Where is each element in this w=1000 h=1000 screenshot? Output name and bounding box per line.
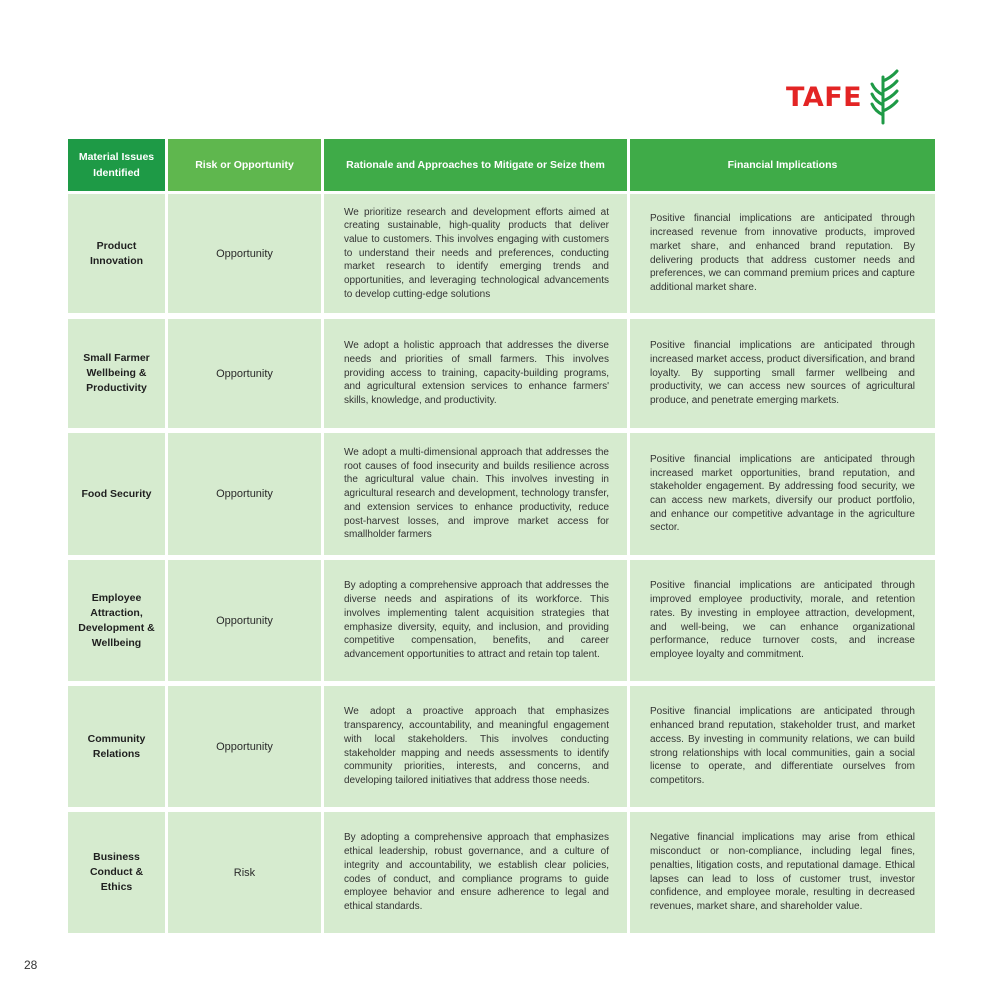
header-material-issues: Material Issues Identified <box>68 139 165 191</box>
row-rationale: By adopting a comprehensive approach that addresses the diverse needs and aspirations of its workforce. This involves implementing talent acquisition strategies that emphasize diversity, equity, and inclusion, and providing competitive compensation, benefits, and career advancement opportunities to attract and retain top talent. <box>324 560 627 681</box>
row-risk-or-opportunity: Opportunity <box>168 686 321 807</box>
wheat-leaf-icon <box>870 69 900 125</box>
row-risk-or-opportunity: Opportunity <box>168 319 321 428</box>
header-risk-opportunity: Risk or Opportunity <box>168 139 321 191</box>
row-rationale: By adopting a comprehensive approach that emphasizes ethical leadership, robust governance, and a culture of integrity and accountability, we establish clear policies, codes of conduct, and compliance programs to guide employee behavior and ensure adherence to legal and ethical standards. <box>324 812 627 933</box>
row-issue: Community Relations <box>68 686 165 807</box>
row-risk-or-opportunity: Opportunity <box>168 194 321 313</box>
page-number: 28 <box>24 958 38 972</box>
row-financial-implications: Positive financial implications are anticipated through increased market access, product diversification, and brand loyalty. By supporting small farmer wellbeing and productivity, we can access new sources of agricultural produce, and penetrate emerging markets. <box>630 319 935 428</box>
row-issue: Employee Attraction, Development & Wellbeing <box>68 560 165 681</box>
row-issue: Small Farmer Wellbeing & Productivity <box>68 319 165 428</box>
row-rationale: We adopt a holistic approach that addresses the diverse needs and priorities of small farmers. This involves providing access to training, capacity-building programs, and agricultural extension services to enhance farmers' skills, knowledge, and productivity. <box>324 319 627 428</box>
row-issue: Business Conduct & Ethics <box>68 812 165 933</box>
tafe-logo <box>786 68 936 126</box>
row-financial-implications: Negative financial implications may arise from ethical misconduct or non-compliance, including legal fines, penalties, litigation costs, and reputational damage. Ethical lapses can lead to loss of customer trust, investor confidence, and employee morale, resulting in decreased revenues, market share, and shareholder value. <box>630 812 935 933</box>
row-rationale: We prioritize research and development efforts aimed at creating sustainable, high-quality products that deliver value to customers. This involves engaging with customers to understand their needs and preferences, conducting market research to identify emerging trends and opportunities, and leveraging technological advancements to develop cutting-edge solutions <box>324 194 627 313</box>
row-risk-or-opportunity: Opportunity <box>168 560 321 681</box>
logo-text: TAFE <box>786 81 863 113</box>
header-financial-implications: Financial Implications <box>630 139 935 191</box>
row-financial-implications: Positive financial implications are anticipated through enhanced brand reputation, stakeholder trust, and market access. By investing in community relations, we can build strong relationships with local communities, gain a social license to operate, and differentiate ourselves from competitors. <box>630 686 935 807</box>
material-issues-table <box>68 139 934 933</box>
row-financial-implications: Positive financial implications are anticipated through increased market opportunities, brand reputation, and stakeholder engagement. By addressing food security, we can access new markets, diversify our product portfolio, and enhance our competitive advantage in the agriculture sector. <box>630 433 935 555</box>
row-risk-or-opportunity: Risk <box>168 812 321 933</box>
row-rationale: We adopt a proactive approach that emphasizes transparency, accountability, and meaningful engagement with local stakeholders. This involves conducting stakeholder mapping and needs assessments to identify community priorities, interests, and concerns, and developing tailored initiatives that address those needs. <box>324 686 627 807</box>
row-issue: Product Innovation <box>68 194 165 313</box>
header-rationale: Rationale and Approaches to Mitigate or Seize them <box>324 139 627 191</box>
row-rationale: We adopt a multi-dimensional approach that addresses the root causes of food insecurity and builds resilience across the agricultural value chain. This involves investing in agricultural research and development, technology transfer, and extension services to enhance productivity, reduce post-harvest losses, and improve market access for smallholder farmers <box>324 433 627 555</box>
row-issue: Food Security <box>68 433 165 555</box>
row-financial-implications: Positive financial implications are anticipated through increased revenue from innovative products, improved market share, and enhanced brand reputation. By delivering products that address customer needs and preferences, we can command premium prices and capture additional market share. <box>630 194 935 313</box>
row-risk-or-opportunity: Opportunity <box>168 433 321 555</box>
row-financial-implications: Positive financial implications are anticipated through improved employee productivity, morale, and retention rates. By investing in employee attraction, development, and well-being, we can enhance organizational performance, reduce turnover costs, and increase employee loyalty and commitment. <box>630 560 935 681</box>
